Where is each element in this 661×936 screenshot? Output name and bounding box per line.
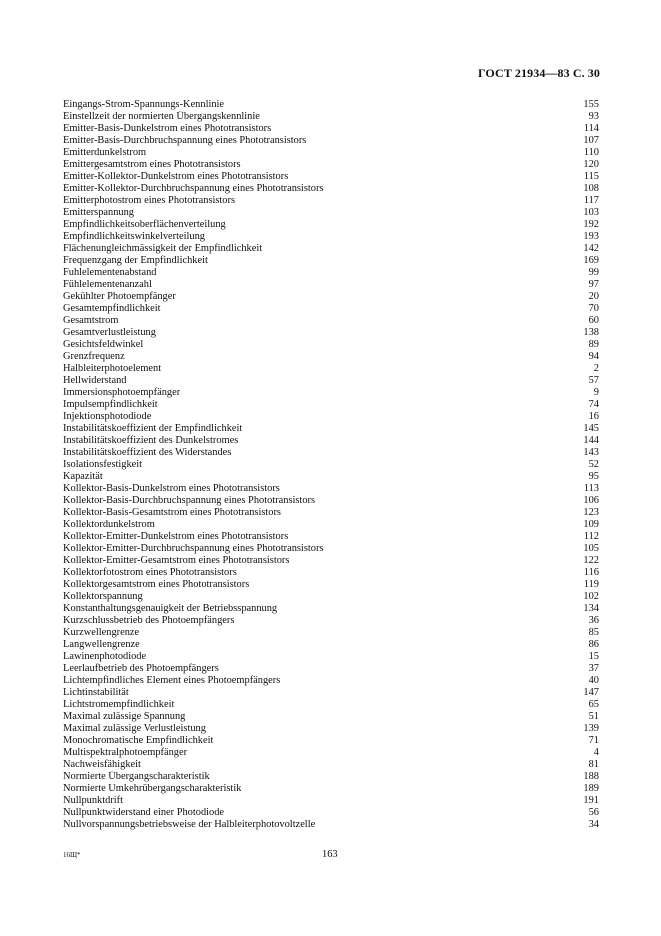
index-entry <box>63 507 599 519</box>
index-entry <box>63 339 599 351</box>
index-page-ref: 52 <box>588 459 599 470</box>
index-page-ref: 15 <box>588 651 599 662</box>
index-entry <box>63 387 599 399</box>
index-term: Konstanthaltungsgenauigkeit der Betriebsspannung <box>63 603 278 614</box>
index-term: Gesamtempfindlichkeit <box>63 303 161 314</box>
index-entry <box>63 231 599 243</box>
index-term: Instabilitätskoeffizient des Widerstandes <box>63 447 232 458</box>
index-page-ref: 20 <box>588 291 599 302</box>
index-term: Instabilitätskoeffizient der Empfindlichkeit <box>63 423 243 434</box>
index-page-ref: 51 <box>588 711 599 722</box>
index-term: Kollektor-Basis-Dunkelstrom eines Phototransistors <box>63 483 280 494</box>
index-term: Gekühlter Photoempfänger <box>63 291 176 302</box>
index-term: Gesichtsfeldwinkel <box>63 339 144 350</box>
index-entry <box>63 447 599 459</box>
index-term: Kapazität <box>63 471 103 482</box>
index-page-ref: 189 <box>583 783 599 794</box>
index-page-ref: 102 <box>583 591 599 602</box>
index-term: Impulsempfindlichkeit <box>63 399 158 410</box>
index-entry <box>63 555 599 567</box>
index-entry <box>63 99 599 111</box>
index-entry <box>63 375 599 387</box>
page-number: 163 <box>322 849 338 860</box>
index-page-ref: 2 <box>593 363 599 374</box>
index-entry <box>63 627 599 639</box>
index-page-ref: 134 <box>583 603 599 614</box>
index-entry <box>63 327 599 339</box>
index-page-ref: 97 <box>588 279 599 290</box>
index-entry <box>63 711 599 723</box>
index-term: Emitterdunkelstrom <box>63 147 147 158</box>
index-entry <box>63 147 599 159</box>
index-entry <box>63 639 599 651</box>
index-entry <box>63 615 599 627</box>
index-term: Kollektor-Basis-Durchbruchspannung eines Phototransistors <box>63 495 316 506</box>
index-entry <box>63 783 599 795</box>
index-term: Maximal zulässige Verlustleistung <box>63 723 206 734</box>
index-entry <box>63 195 599 207</box>
index-page-ref: 56 <box>588 807 599 818</box>
index-page-ref: 117 <box>583 195 599 206</box>
index-entry <box>63 111 599 123</box>
index-term: Lichtstromempfindlichkeit <box>63 699 175 710</box>
index-page-ref: 112 <box>583 531 599 542</box>
index-term: Halbleiterphotoelement <box>63 363 162 374</box>
index-entry <box>63 243 599 255</box>
index-page-ref: 65 <box>588 699 599 710</box>
index-term: Fuhlelementenabstand <box>63 267 157 278</box>
index-page-ref: 143 <box>583 447 599 458</box>
index-page-ref: 85 <box>588 627 599 638</box>
index-entry <box>63 483 599 495</box>
index-page-ref: 99 <box>588 267 599 278</box>
index-term: Nullpunktdrift <box>63 795 124 806</box>
index-entry <box>63 135 599 147</box>
index-term: Hellwiderstand <box>63 375 127 386</box>
index-term: Kollektorfotostrom eines Phototransistors <box>63 567 237 578</box>
index-page-ref: 110 <box>583 147 599 158</box>
index-entry <box>63 819 599 831</box>
index-term: Monochromatische Empfindlichkeit <box>63 735 214 746</box>
index-page-ref: 86 <box>588 639 599 650</box>
index-term: Kollektor-Emitter-Gesamtstrom eines Phototransistors <box>63 555 290 566</box>
index-page-ref: 57 <box>588 375 599 386</box>
index-term: Emitter-Kollektor-Dunkelstrom eines Phototransistors <box>63 171 289 182</box>
index-page-ref: 40 <box>588 675 599 686</box>
index-term: Lawinenphotodiode <box>63 651 147 662</box>
index-term: Emitter-Basis-Dunkelstrom eines Phototransistors <box>63 123 272 134</box>
index-page-ref: 105 <box>583 543 599 554</box>
index-entry <box>63 771 599 783</box>
index-entry <box>63 315 599 327</box>
index-entry <box>63 735 599 747</box>
index-entry <box>63 675 599 687</box>
index-entry <box>63 795 599 807</box>
index-entry <box>63 531 599 543</box>
index-entry <box>63 303 599 315</box>
page-header: ГОСТ 21934—83 С. 30 <box>477 66 600 80</box>
index-page-ref: 70 <box>588 303 599 314</box>
index-entry <box>63 603 599 615</box>
index-term: Kurzschlussbetrieb des Photoempfängers <box>63 615 235 626</box>
index-page-ref: 122 <box>583 555 599 566</box>
index-page-ref: 89 <box>588 339 599 350</box>
index-term: Emitterspannung <box>63 207 134 218</box>
index-term: Lichtinstabilität <box>63 687 129 698</box>
index-entry <box>63 471 599 483</box>
index-page-ref: 192 <box>583 219 599 230</box>
index-entry <box>63 183 599 195</box>
index-page-ref: 4 <box>593 747 599 758</box>
index-term: Normierte Umkehrübergangscharakteristik <box>63 783 242 794</box>
index-term: Injektionsphotodiode <box>63 411 152 422</box>
index-page-ref: 107 <box>583 135 599 146</box>
index-entry <box>63 123 599 135</box>
index-term: Isolationsfestigkeit <box>63 459 143 470</box>
index-page-ref: 60 <box>588 315 599 326</box>
index-term: Emittergesamtstrom eines Phototransistors <box>63 159 241 170</box>
index-term: Kollektor-Basis-Gesamtstrom eines Phototransistors <box>63 507 281 518</box>
index-page-ref: 139 <box>583 723 599 734</box>
index-term: Kollektor-Emitter-Dunkelstrom eines Phototransistors <box>63 531 289 542</box>
index-term: Kollektor-Emitter-Durchbruchspannung eines Phototransistors <box>63 543 324 554</box>
index-page-ref: 147 <box>583 687 599 698</box>
index-page-ref: 103 <box>583 207 599 218</box>
index-page-ref: 34 <box>588 819 599 830</box>
index-page-ref: 95 <box>588 471 599 482</box>
index-page-ref: 74 <box>588 399 599 410</box>
index-term: Lichtempfindliches Element eines Photoempfängers <box>63 675 281 686</box>
index-entry <box>63 267 599 279</box>
index-entry <box>63 399 599 411</box>
index-entry <box>63 579 599 591</box>
index-page-ref: 71 <box>588 735 599 746</box>
index-page-ref: 193 <box>583 231 599 242</box>
index-page-ref: 191 <box>583 795 599 806</box>
index-entry <box>63 363 599 375</box>
index-page-ref: 113 <box>583 483 599 494</box>
index-term: Empfindlichkeitsoberflächenverteilung <box>63 219 226 230</box>
index-page-ref: 116 <box>583 567 599 578</box>
index-term: Kollektorgesamtstrom eines Phototransistors <box>63 579 250 590</box>
index-entry <box>63 699 599 711</box>
index-entry <box>63 351 599 363</box>
index-term: Immersionsphotoempfänger <box>63 387 181 398</box>
printer-signature: 16Щ* <box>63 851 81 859</box>
index-entry <box>63 807 599 819</box>
index-entry <box>63 687 599 699</box>
index-page-ref: 188 <box>583 771 599 782</box>
index-term: Nachweisfähigkeit <box>63 759 141 770</box>
index-page-ref: 109 <box>583 519 599 530</box>
index-entry <box>63 723 599 735</box>
index-page-ref: 145 <box>583 423 599 434</box>
index-page-ref: 138 <box>583 327 599 338</box>
index-term: Normierte Übergangscharakteristik <box>63 771 210 782</box>
index-page-ref: 37 <box>588 663 599 674</box>
index-page-ref: 9 <box>593 387 599 398</box>
index-term: Nullpunktwiderstand einer Photodiode <box>63 807 225 818</box>
index-entry <box>63 207 599 219</box>
index-term: Nullvorspannungsbetriebsweise der Halbleiterphotovoltzelle <box>63 819 316 830</box>
index-entry <box>63 255 599 267</box>
index-term: Eingangs-Strom-Spannungs-Kennlinie <box>63 99 225 110</box>
index-term: Frequenzgang der Empfindlichkeit <box>63 255 208 266</box>
index-page-ref: 123 <box>583 507 599 518</box>
index-entry <box>63 459 599 471</box>
index-entry <box>63 543 599 555</box>
index-page-ref: 142 <box>583 243 599 254</box>
index-entry <box>63 159 599 171</box>
index-entry <box>63 759 599 771</box>
index-term: Multispektralphotoempfänger <box>63 747 188 758</box>
index-entry <box>63 291 599 303</box>
index-list <box>63 99 599 831</box>
index-term: Kollektorspannung <box>63 591 143 602</box>
index-term: Einstellzeit der normierten Übergangskennlinie <box>63 111 260 122</box>
index-page-ref: 169 <box>583 255 599 266</box>
index-entry <box>63 663 599 675</box>
index-entry <box>63 219 599 231</box>
index-entry <box>63 591 599 603</box>
index-page-ref: 108 <box>583 183 599 194</box>
index-entry <box>63 423 599 435</box>
index-term: Langwellengrenze <box>63 639 140 650</box>
index-page-ref: 94 <box>588 351 599 362</box>
index-page-ref: 119 <box>583 579 599 590</box>
index-term: Grenzfrequenz <box>63 351 125 362</box>
index-term: Instabilitätskoeffizient des Dunkelstromes <box>63 435 239 446</box>
index-page-ref: 93 <box>588 111 599 122</box>
index-term: Emitter-Basis-Durchbruchspannung eines Phototransistors <box>63 135 307 146</box>
index-entry <box>63 567 599 579</box>
index-term: Gesamtverlustleistung <box>63 327 156 338</box>
index-term: Leerlaufbetrieb des Photoempfängers <box>63 663 219 674</box>
index-entry <box>63 411 599 423</box>
index-entry <box>63 747 599 759</box>
index-term: Emitter-Kollektor-Durchbruchspannung eines Phototransistors <box>63 183 324 194</box>
index-entry <box>63 279 599 291</box>
index-term: Maximal zulässige Spannung <box>63 711 186 722</box>
index-term: Kurzwellengrenze <box>63 627 140 638</box>
index-page-ref: 144 <box>583 435 599 446</box>
index-entry <box>63 495 599 507</box>
index-term: Flächenungleichmässigkeit der Empfindlichkeit <box>63 243 263 254</box>
index-entry <box>63 651 599 663</box>
index-page-ref: 114 <box>583 123 599 134</box>
index-term: Kollektordunkelstrom <box>63 519 155 530</box>
index-page-ref: 16 <box>588 411 599 422</box>
index-entry <box>63 519 599 531</box>
index-term: Emitterphotostrom eines Phototransistors <box>63 195 236 206</box>
index-page-ref: 36 <box>588 615 599 626</box>
index-page-ref: 115 <box>583 171 599 182</box>
index-term: Fühlelementenanzahl <box>63 279 152 290</box>
index-page-ref: 155 <box>583 99 599 110</box>
index-page-ref: 81 <box>588 759 599 770</box>
index-entry <box>63 435 599 447</box>
index-page-ref: 120 <box>583 159 599 170</box>
index-term: Empfindlichkeitswinkelverteilung <box>63 231 205 242</box>
index-term: Gesamtstrom <box>63 315 119 326</box>
index-entry <box>63 171 599 183</box>
index-page-ref: 106 <box>583 495 599 506</box>
